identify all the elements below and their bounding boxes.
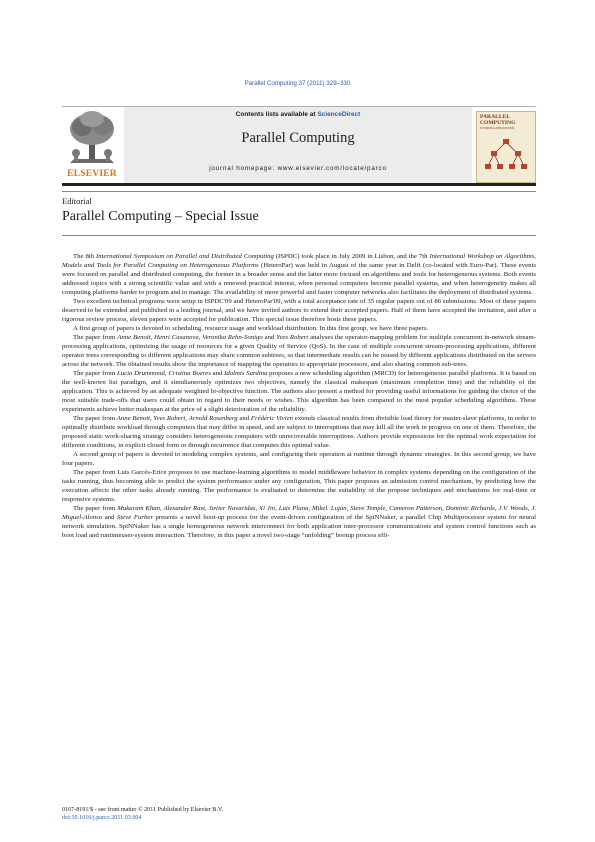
journal-cover xyxy=(476,111,536,183)
paragraph-text: presents a novel boot-up process for the event-driven configuration of the SpiNNaker, a parallel Chip Multiprocessor system for neural network simulation. SpiNNaker has a single homogeneous network interconnect for both application inter-processor communications and system control functions such as boot load and runtimeuser-system interaction. Therefore, in this paper a novel two-stage “unfolding” bootup process effi- xyxy=(62,514,536,539)
paragraph-text: extends classical results from divisible load theory for master-slave platforms, in order to optimally distribute workload through computers that may differ in speed, and are subject to interruptions that may kill all the work in progress on one of them. Therefore, the proposed static work-sharing strategy considers heterogeneous computers with unrecoverable interruptions. Authors provide expressions for the optimal work expectation for different conditions, in explicit closed form or through recurrence that computes this optimal value. xyxy=(62,415,536,449)
italic-text: Steve Furber xyxy=(117,514,153,521)
paragraph-text: and xyxy=(102,514,118,521)
paragraph-text: Two excellent technical programs were setup in ISPDC'09 and HeteroPar'09, with a total acceptance rate of 35 regular papers out of 86 submissions. Most of these papers deserved to be extended and published in a leading journal, and we have invited authors to extend their accepted papers. Half of them have accepted the invitation, and after a rigorous review process, eleven papers were accepted for publication. This special issue therefore hosts these papers. xyxy=(62,298,536,323)
body-paragraph xyxy=(62,333,536,369)
italic-text: International Symposium on Parallel and Distributed Computing xyxy=(96,253,274,260)
body-paragraph xyxy=(62,450,536,468)
paragraph-text: proposes a new scheduling algorithm (MRCD) for heterogeneous parallel platforms. It is based on the well-known list paradigm, and it simultaneously optimizes two objectives, namely the classical makespan (maximum completion time) and the reliability of the application. This is achieved by an adequate weighted bi-objective function. The authors also present a method for providing useful informations for guiding the choice of the most suitable trade-offs that users could obtain in regard to their needs or wishes. This algorithm has been compared to the most popular scheduling algorithms. These experiments achieve better makespan at the price of a slight deterioration of the reliability. xyxy=(62,370,536,413)
paragraph-text: A first group of papers is devoted to scheduling, resource usage and workload distribution. In this first group, we have three papers. xyxy=(73,325,429,332)
body-paragraph xyxy=(62,468,536,504)
footer xyxy=(62,806,223,823)
body-paragraph xyxy=(62,324,536,333)
italic-text: Yves Robert xyxy=(276,334,309,341)
paragraph-text: and xyxy=(237,415,251,422)
issn-line: 0167-8191/$ - see front matter © 2011 Published by Elsevier B.V. xyxy=(62,807,224,813)
article-type: Editorial xyxy=(62,196,92,206)
body-paragraph xyxy=(62,369,536,414)
body-paragraph xyxy=(62,252,536,297)
body-paragraph xyxy=(62,504,536,540)
contents-line xyxy=(124,111,472,118)
paragraph-text: (ISPDC) took place in July 2009 in Lisbon, and the 7th xyxy=(273,253,430,260)
paragraph-text: The paper from Luis Garcés-Erice proposes to use machine-learning algorithms to model middleware behavior in complex systems depending on the configuration of the tasks running, thus becoming able to predict the system performance under any configuration, This paper proposes an admission control mechanism, by predicting how the execution affects the other tasks already running. The performance is evaluated to determine the suitability of the propose techniques and mechanisms for real-time or responsive systems. xyxy=(62,469,536,503)
body-paragraph xyxy=(62,297,536,324)
paragraph-text: The paper from xyxy=(73,334,118,341)
elsevier-wordmark: ELSEVIER xyxy=(67,169,117,179)
cover-tree-diagram-icon xyxy=(483,136,529,178)
italic-text: International Workshop on Algorithms, Models and Tools for Parallel Computing on Heterogeneous Platforms xyxy=(62,253,536,269)
body-paragraph xyxy=(62,414,536,450)
cover-subtitle: SYSTEMS & APPLICATIONS xyxy=(480,127,515,130)
italic-text: Frédéric Vivien xyxy=(250,415,293,422)
italic-text: Anne Benoit, Henri Casanova, Veronika Rehn-Sonigo xyxy=(117,334,263,341)
divider xyxy=(62,235,536,236)
paragraph-text: A second group of papers is devoted to modeling complex systems, and configuring their operation at runtime through dynamic strategies. In this second group, we have four papers. xyxy=(62,451,536,467)
divider xyxy=(62,191,536,192)
paragraph-text: The paper from xyxy=(73,415,117,422)
italic-text: Anne Benoit, Yves Robert, Arnold Rosenberg xyxy=(116,415,238,422)
article-title: Parallel Computing – Special Issue xyxy=(62,209,259,224)
paragraph-text: analyses the operator-mapping problem for multiple concurrent in-network stream-processing applications, optimizing the usage of resources for a given Quality of Service (QoS). In the case of multiple concurrent stream-processing applications, different operator trees corresponding to different applications may share common subtrees, so that intermediate results can be reused by different applications distributed on the servers across the network. The obtained results show the importance of mapping the operators to appropriate processors, and also sharing common sub-trees. xyxy=(62,334,537,368)
italic-text: Lucia Drummond, Cristina Boeres xyxy=(117,370,211,377)
elsevier-tree-icon xyxy=(62,109,122,167)
paragraph-text: and xyxy=(262,334,277,341)
paragraph-text: The paper from xyxy=(73,370,117,377)
italic-text: Idalmis Sardina xyxy=(224,370,268,377)
cover-title: PARALLEL COMPUTING xyxy=(480,114,516,126)
sciencedirect-link[interactable]: ScienceDirect xyxy=(317,111,361,118)
banner-center xyxy=(124,107,472,183)
italic-text: Mukaram Khan, Alexander Rast, Javier Navaridas, Xi Jin, Luis Plana, Mikel. Luján, Steve Temple, Cameron Patterson, Dominic Richards, J.V. Woods, J. Miguel-Alonso xyxy=(62,505,536,521)
article-body xyxy=(62,252,536,540)
paragraph-text: The 8th xyxy=(73,253,97,260)
journal-banner xyxy=(62,106,536,186)
contents-prefix: Contents lists available at xyxy=(235,111,318,118)
paragraph-text: (HeteroPar) was held in August of the same year in Delft (co-located with Euro-Par). These events were focused on parallel and distributed computing, the former in a broader sense and the latter more focused on algorithms and tools for heterogeneous systems. Both events addressed topics with a strong scientific value and with a renewed practical interest, when personal computers become parallel systems, and when heterogeneity makes all computing platforms harder to program and to manage. The availability of more powerful and faster computer networks also facilitates the deployment of distributed systems. xyxy=(62,262,536,296)
elsevier-logo xyxy=(62,109,122,181)
paragraph-text: and xyxy=(210,370,225,377)
paragraph-text: The paper from xyxy=(73,505,118,512)
journal-homepage[interactable]: journal homepage: www.elsevier.com/locate/parco xyxy=(209,165,387,172)
journal-citation[interactable]: Parallel Computing 37 (2011) 329–330 xyxy=(244,80,351,87)
journal-title: Parallel Computing xyxy=(241,130,355,146)
doi-link[interactable]: doi:10.1016/j.parco.2011.03.004 xyxy=(62,815,142,822)
